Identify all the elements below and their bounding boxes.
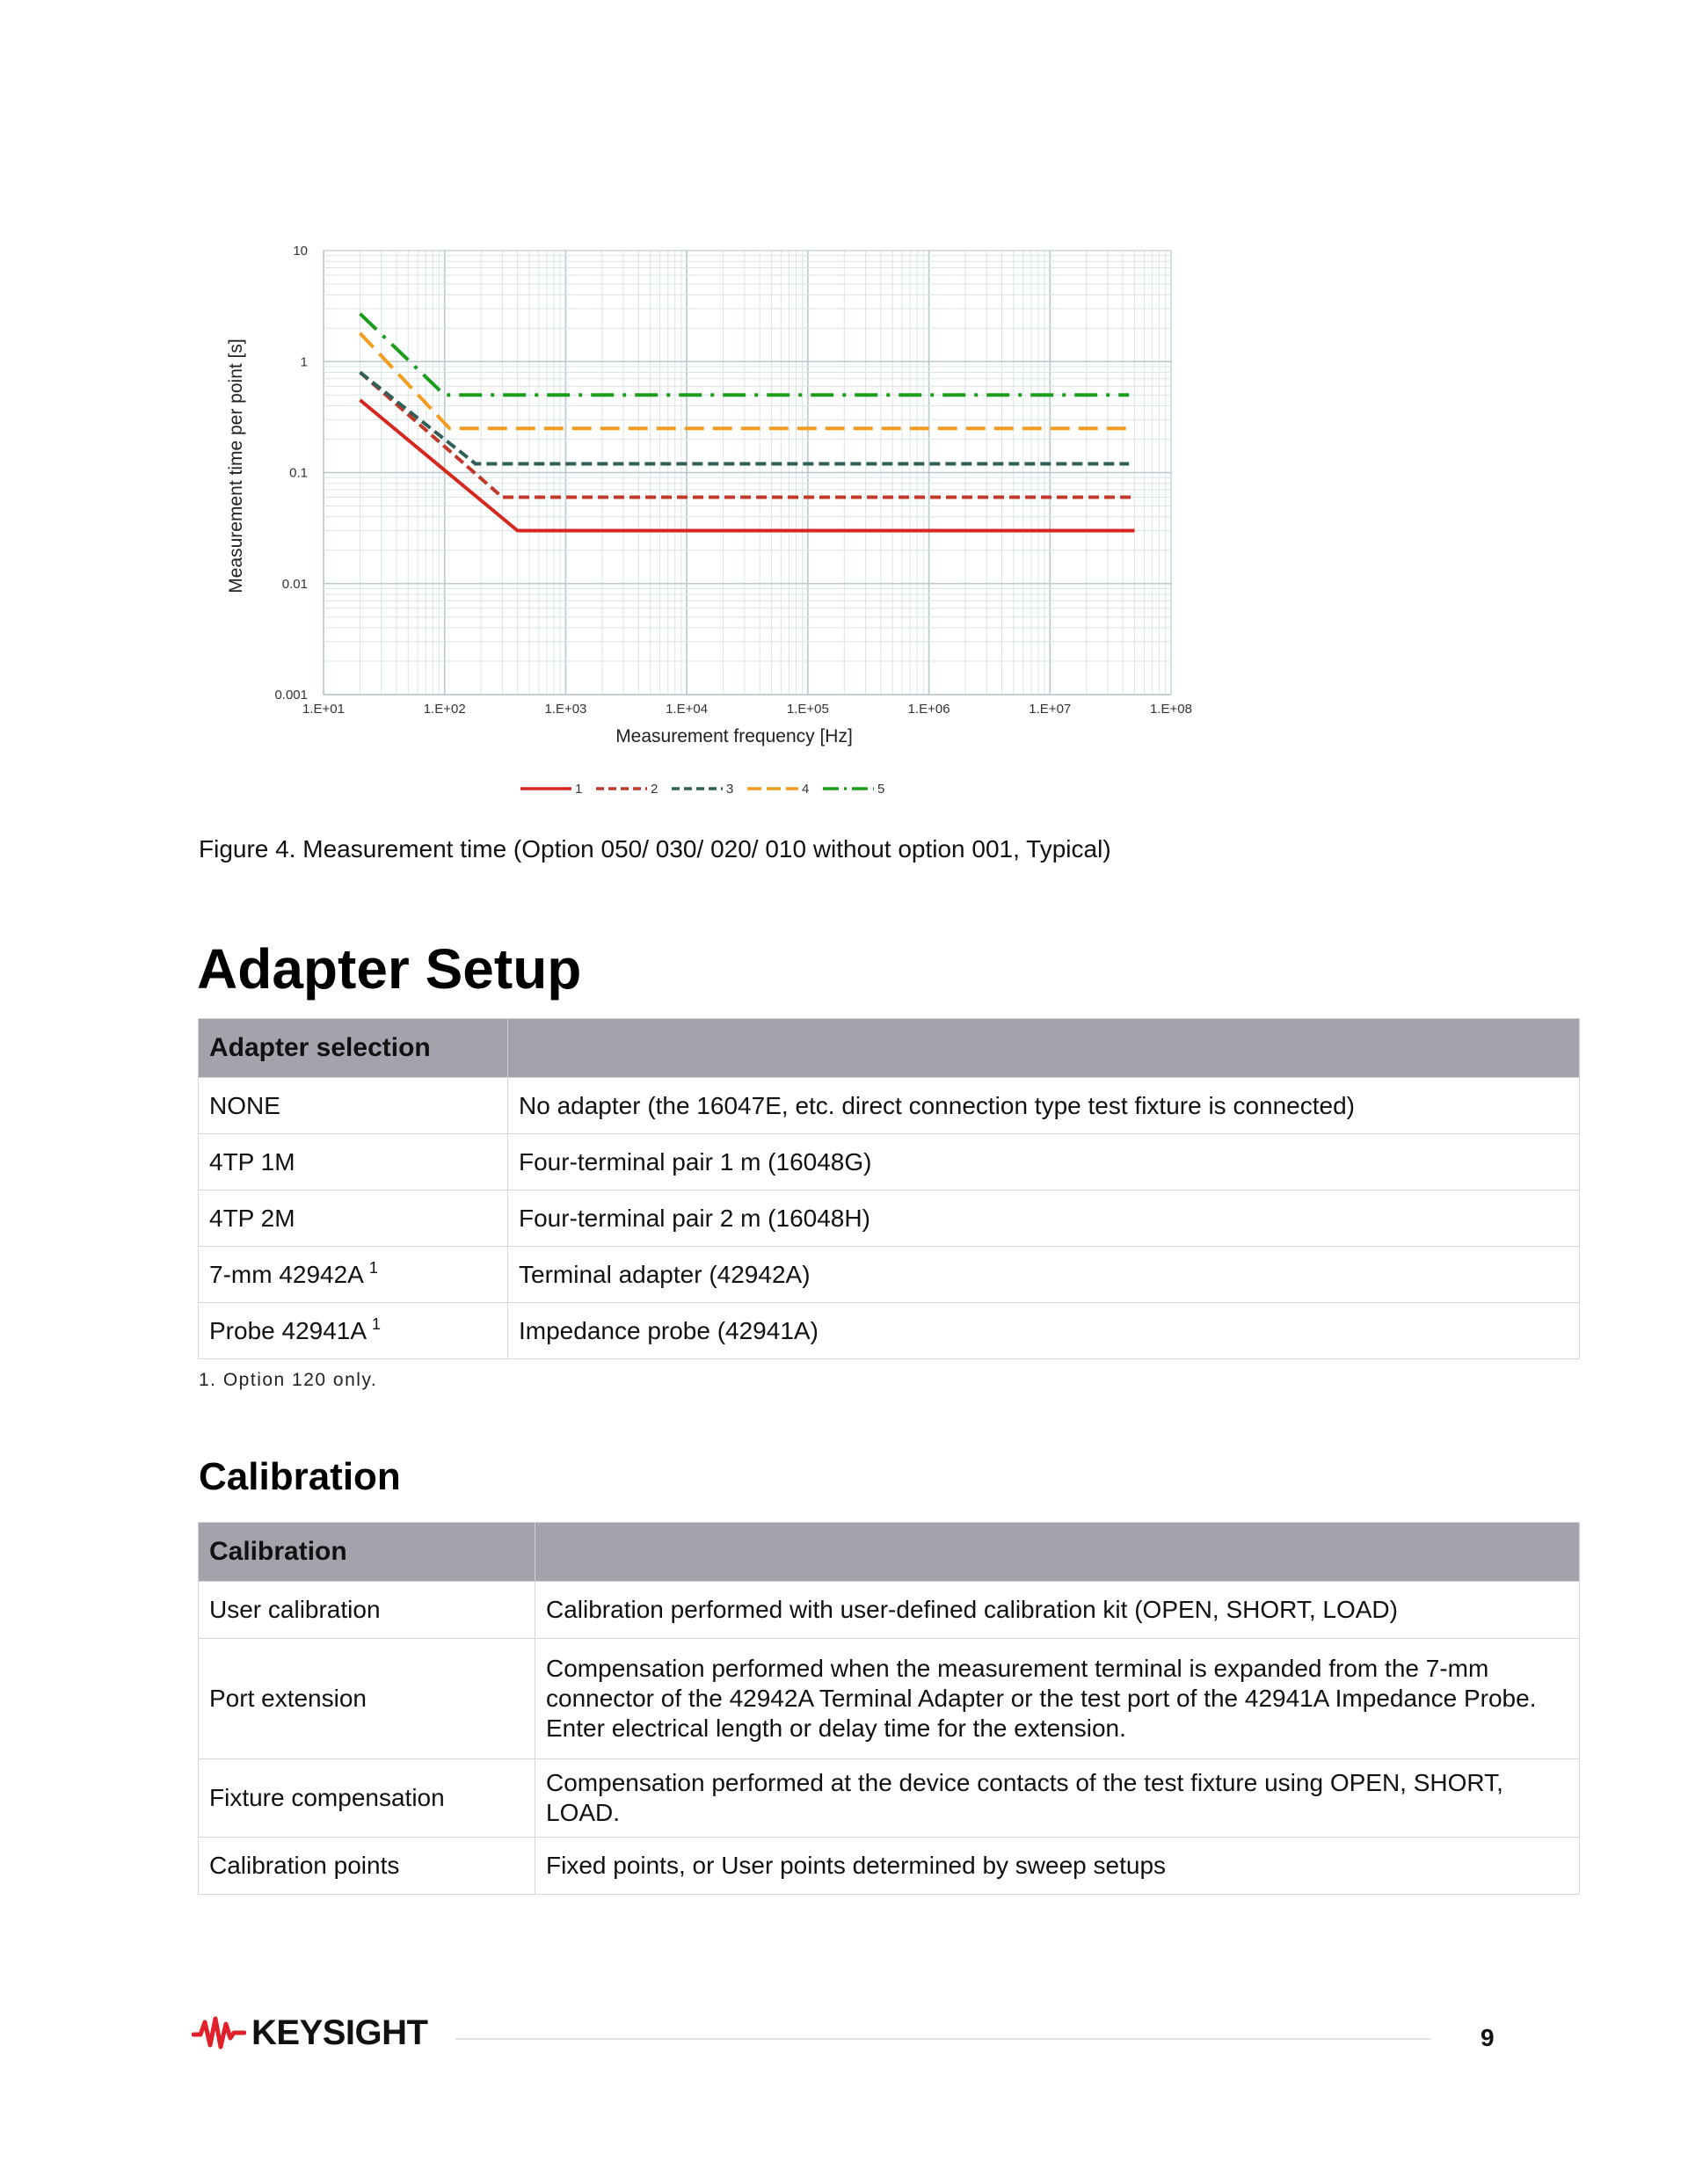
y-tick-label: 1 bbox=[300, 354, 308, 370]
x-tick-label: 1.E+03 bbox=[544, 702, 587, 717]
adapter-name: Probe 42941A bbox=[209, 1316, 367, 1344]
adapter-desc-cell: Four-terminal pair 1 m (16048G) bbox=[508, 1134, 1580, 1190]
y-tick-label: 0.001 bbox=[274, 688, 308, 703]
x-tick-label: 1.E+05 bbox=[786, 702, 829, 717]
calibration-name-cell: Calibration points bbox=[199, 1838, 535, 1895]
legend-label: 1 bbox=[575, 782, 583, 797]
adapter-name-cell bbox=[199, 1190, 508, 1247]
adapter-name-cell bbox=[199, 1303, 508, 1359]
figure-caption: Figure 4. Measurement time (Option 050/ 030/ 020/ 010 without option 001, Typical) bbox=[199, 835, 1111, 863]
y-tick-label: 0.01 bbox=[281, 576, 308, 592]
adapter-desc-cell: No adapter (the 16047E, etc. direct connection type test fixture is connected) bbox=[508, 1078, 1580, 1134]
legend-label: 4 bbox=[802, 782, 810, 797]
adapter-name: 4TP 2M bbox=[209, 1204, 295, 1232]
table-row bbox=[199, 1134, 1580, 1190]
table-row bbox=[199, 1582, 1580, 1639]
adapter-desc-cell: Impedance probe (42941A) bbox=[508, 1303, 1580, 1359]
table-header-row bbox=[199, 1523, 1580, 1582]
calibration-table bbox=[198, 1522, 1580, 1895]
adapter-name: NONE bbox=[209, 1091, 280, 1119]
keysight-wave-icon bbox=[192, 2013, 246, 2052]
chart-legend bbox=[520, 782, 884, 797]
page-number: 9 bbox=[1481, 2024, 1495, 2051]
measurement-time-figure bbox=[211, 233, 1196, 813]
y-axis-title: Measurement time per point [s] bbox=[226, 339, 246, 593]
calibration-name-cell: User calibration bbox=[199, 1582, 535, 1639]
footnote-ref: 1 bbox=[368, 1259, 378, 1278]
x-tick-label: 1.E+02 bbox=[423, 702, 466, 717]
y-tick-label: 10 bbox=[293, 244, 308, 258]
adapter-name: 4TP 1M bbox=[209, 1147, 295, 1176]
x-tick-label: 1.E+04 bbox=[666, 702, 709, 717]
calibration-desc-cell: Compensation performed at the device contacts of the test fixture using OPEN, SHORT, LOAD. bbox=[535, 1759, 1580, 1838]
calibration-name-cell: Fixture compensation bbox=[199, 1759, 535, 1838]
measurement-time-chart bbox=[211, 233, 1196, 813]
footnote-ref: 1 bbox=[372, 1315, 382, 1334]
table-header-cell bbox=[508, 1019, 1580, 1078]
table-header-cell: Calibration bbox=[199, 1523, 535, 1582]
calibration-desc-cell: Fixed points, or User points determined by sweep setups bbox=[535, 1838, 1580, 1895]
calibration-desc-cell: Calibration performed with user-defined calibration kit (OPEN, SHORT, LOAD) bbox=[535, 1582, 1580, 1639]
adapter-desc-cell: Four-terminal pair 2 m (16048H) bbox=[508, 1190, 1580, 1247]
table-row bbox=[199, 1838, 1580, 1895]
y-tick-label: 0.1 bbox=[289, 465, 308, 481]
adapter-name-cell bbox=[199, 1134, 508, 1190]
adapter-setup-heading: Adapter Setup bbox=[197, 937, 582, 1001]
adapter-setup-table bbox=[198, 1018, 1580, 1359]
keysight-logo bbox=[192, 2013, 427, 2052]
legend-label: 5 bbox=[877, 782, 885, 797]
adapter-name-cell bbox=[199, 1078, 508, 1134]
calibration-name-cell: Port extension bbox=[199, 1639, 535, 1759]
legend-label: 3 bbox=[726, 782, 734, 797]
keysight-wordmark: KEYSIGHT bbox=[251, 2013, 428, 2052]
x-tick-label: 1.E+07 bbox=[1029, 702, 1072, 717]
table-header-row bbox=[199, 1019, 1580, 1078]
table-row bbox=[199, 1303, 1580, 1359]
table-footnote: 1. Option 120 only. bbox=[199, 1370, 378, 1390]
table-row bbox=[199, 1247, 1580, 1303]
legend-label: 2 bbox=[651, 782, 658, 797]
adapter-desc-cell: Terminal adapter (42942A) bbox=[508, 1247, 1580, 1303]
table-header-cell bbox=[535, 1523, 1580, 1582]
x-tick-label: 1.E+06 bbox=[907, 702, 950, 717]
adapter-name-cell bbox=[199, 1247, 508, 1303]
x-tick-label: 1.E+08 bbox=[1150, 702, 1192, 717]
table-row bbox=[199, 1078, 1580, 1134]
footer-divider bbox=[455, 2038, 1431, 2040]
x-axis-title: Measurement frequency [Hz] bbox=[615, 726, 853, 746]
table-row bbox=[199, 1639, 1580, 1759]
table-row bbox=[199, 1190, 1580, 1247]
adapter-name: 7-mm 42942A bbox=[209, 1260, 364, 1288]
table-row bbox=[199, 1759, 1580, 1838]
table-header-cell: Adapter selection bbox=[199, 1019, 508, 1078]
calibration-heading: Calibration bbox=[199, 1455, 401, 1498]
x-tick-label: 1.E+01 bbox=[302, 702, 345, 717]
calibration-desc-cell: Compensation performed when the measurement terminal is expanded from the 7-mm connector of the 42942A Terminal Adapter or the test port of the 42941A Impedance Probe. Enter electrical length or delay time for the extension. bbox=[535, 1639, 1580, 1759]
